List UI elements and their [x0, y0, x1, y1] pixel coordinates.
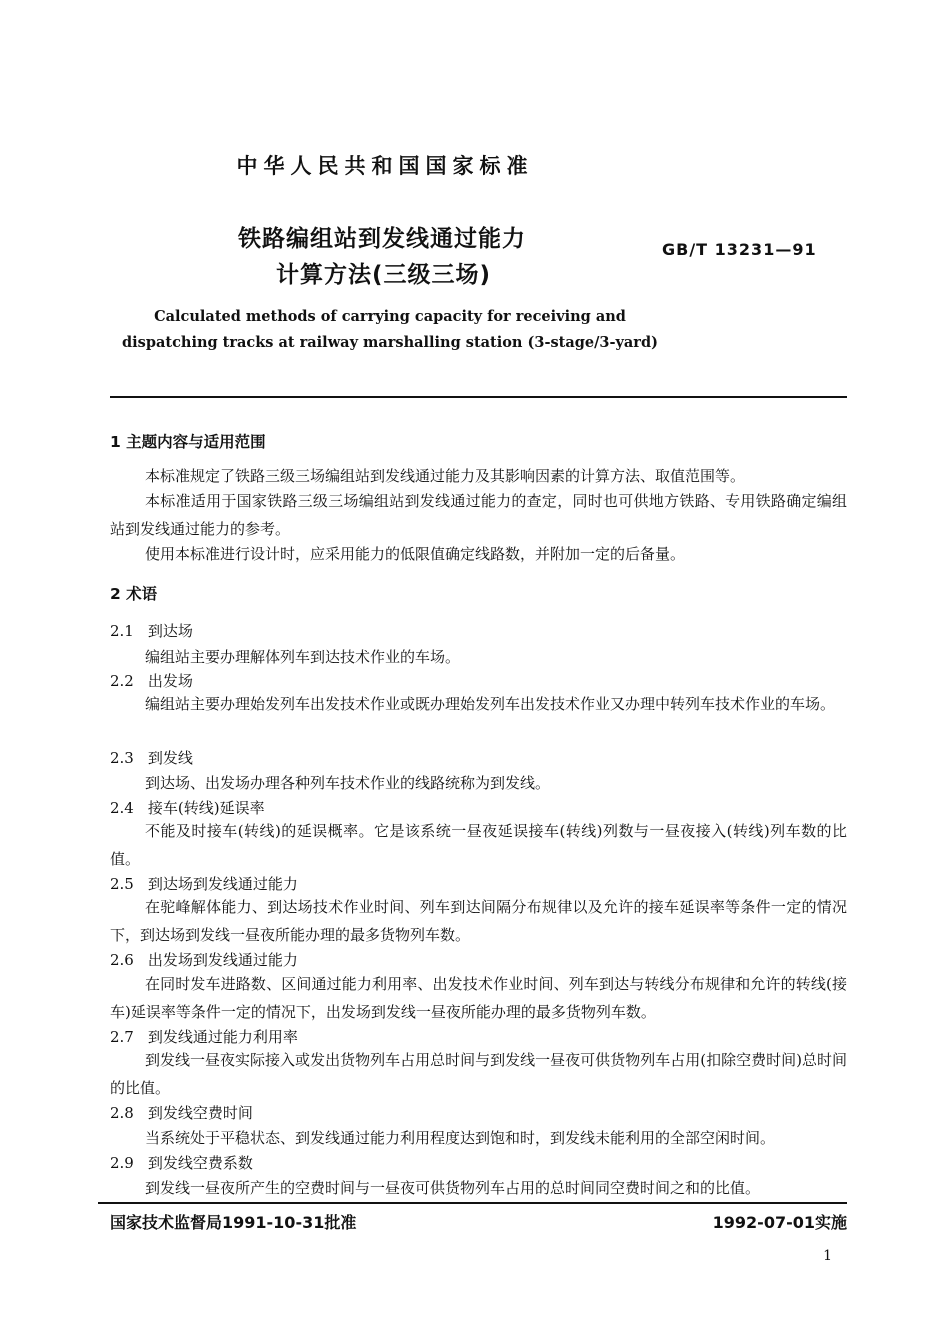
clause-2-5-definition: 在驼峰解体能力、到达场技术作业时间、列车到达间隔分布规律以及允许的接车延误率等条件一定的情况下，到达场到发线一昼夜所能办理的最多货物列车数。: [110, 898, 847, 944]
clause-2-8: [110, 1102, 253, 1123]
english-title-line2: dispatching tracks at railway marshalling station (3-stage/3-yard): [122, 334, 658, 351]
clause-2-7-definition: 到发线一昼夜实际接入或发出货物列车占用总时间与到发线一昼夜可供货物列车占用(扣除空费时间)总时间的比值。: [110, 1051, 847, 1097]
clause-term: 到发线: [147, 749, 193, 767]
clause-number: 2.6: [110, 951, 134, 969]
clause-number: 2.5: [110, 875, 134, 893]
clause-2-6: [110, 949, 298, 970]
section-1-paragraph-1: 本标准规定了铁路三级三场编组站到发线通过能力及其影响因素的计算方法、取值范围等。: [145, 467, 746, 485]
section-1-paragraph-3: 使用本标准进行设计时，应采用能力的低限值确定线路数，并附加一定的后备量。: [145, 545, 686, 563]
header-divider: [110, 396, 847, 398]
clause-number: 2.8: [110, 1104, 134, 1122]
clause-number: 2.4: [110, 799, 134, 817]
clause-2-4: [110, 797, 265, 818]
document-title-line1: 铁路编组站到发线通过能力: [238, 226, 526, 252]
clause-term: 接车(转线)延误率: [147, 799, 265, 817]
clause-2-6-definition: 在同时发车进路数、区间通过能力利用率、出发技术作业时间、列车到达与转线分布规律和允许的转线(接车)延误率等条件一定的情况下，出发场到发线一昼夜所能办理的最多货物列车数。: [110, 975, 847, 1021]
clause-term: 到达场到发线通过能力: [147, 875, 298, 893]
section-2-heading: 2 术语: [110, 585, 158, 603]
standard-code: GB/T 13231—91: [662, 240, 817, 259]
section-1-paragraph-2: 本标准适用于国家铁路三级三场编组站到发线通过能力的查定，同时也可供地方铁路、专用铁路确定编组站到发线通过能力的参考。: [110, 492, 847, 538]
clause-term: 到发线通过能力利用率: [147, 1028, 298, 1046]
document-title-line2: 计算方法(三级三场): [276, 262, 492, 288]
clause-2-2: [110, 670, 193, 691]
clause-term: 出发场到发线通过能力: [147, 951, 298, 969]
clause-2-4-definition: 不能及时接车(转线)的延误概率。它是该系统一昼夜延误接车(转线)列数与一昼夜接入(转线)列车数的比值。: [110, 822, 847, 868]
clause-term: 到达场: [147, 622, 193, 640]
clause-2-9: [110, 1152, 253, 1173]
clause-2-1: [110, 620, 193, 641]
clause-term: 到发线空费系数: [147, 1154, 253, 1172]
clause-term: 到发线空费时间: [147, 1104, 253, 1122]
clause-term: 出发场: [147, 672, 193, 690]
clause-2-9-definition: 到发线一昼夜所产生的空费时间与一昼夜可供货物列车占用的总时间同空费时间之和的比值。: [145, 1179, 761, 1197]
approval-line: 国家技术监督局1991-10-31批准: [110, 1213, 357, 1232]
footer-divider: [98, 1202, 847, 1204]
clause-number: 2.9: [110, 1154, 134, 1172]
effective-date: 1992-07-01实施: [712, 1213, 847, 1232]
english-title-line1: Calculated methods of carrying capacity for receiving and: [154, 308, 626, 325]
standard-type-header: 中华人民共和国国家标准: [236, 154, 534, 178]
page-number: 1: [823, 1248, 832, 1264]
clause-number: 2.1: [110, 622, 134, 640]
clause-number: 2.2: [110, 672, 134, 690]
clause-2-2-definition: 编组站主要办理始发列车出发技术作业或既办理始发列车出发技术作业又办理中转列车技术作业的车场。: [145, 695, 836, 713]
clause-2-3-definition: 到达场、出发场办理各种列车技术作业的线路统称为到发线。: [145, 774, 551, 792]
section-1-heading: 1 主题内容与适用范围: [110, 433, 266, 451]
clause-2-8-definition: 当系统处于平稳状态、到发线通过能力利用程度达到饱和时，到发线未能利用的全部空闲时间。: [145, 1129, 776, 1147]
clause-2-3: [110, 747, 193, 768]
clause-number: 2.7: [110, 1028, 134, 1046]
clause-2-1-definition: 编组站主要办理解体列车到达技术作业的车场。: [145, 648, 461, 666]
clause-number: 2.3: [110, 749, 134, 767]
clause-2-5: [110, 873, 298, 894]
clause-2-7: [110, 1026, 298, 1047]
